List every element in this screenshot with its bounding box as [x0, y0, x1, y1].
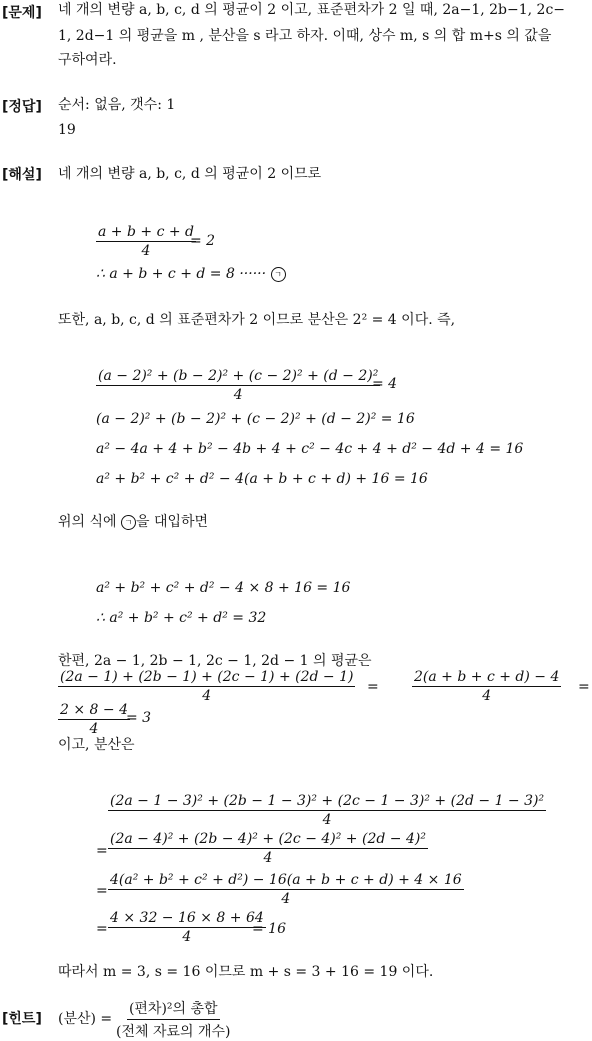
fraction-denominator: 4 — [322, 812, 332, 828]
explanation-conclusion: 따라서 m = 3, s = 16 이므로 m + s = 3 + 16 = 19 이다. — [58, 964, 434, 980]
fraction-numerator: a + b + c + d — [98, 224, 195, 240]
equation-new-mean-fraction — [58, 669, 355, 704]
equation-variance-step-3 — [108, 910, 266, 945]
fraction-numerator: (a − 2)² + (b − 2)² + (c − 2)² + (d − 2)² — [98, 368, 379, 384]
fraction-denominator: 4 — [141, 243, 151, 259]
problem-text-line-3: 구하여라. — [58, 52, 117, 68]
equation-squares-16: (a − 2)² + (b − 2)² + (c − 2)² + (d − 2)² = 16 — [96, 411, 415, 427]
fraction-denominator: 4 — [482, 688, 492, 704]
answer-label: [정답] — [2, 99, 42, 115]
answer-order-count: 순서: 없음, 갯수: 1 — [58, 97, 176, 113]
problem-text-line-1: 네 개의 변량 a, b, c, d 의 평균이 2 이고, 표준편차가 2 일 때, 2a−1, 2b−1, 2c− — [58, 2, 566, 18]
equation-sum-squares-32: ∴ a² + b² + c² + d² = 32 — [96, 610, 267, 626]
fraction-denominator: 4 — [202, 688, 212, 704]
equation-grouped: a² + b² + c² + d² − 4(a + b + c + d) + 16 = 16 — [96, 471, 428, 487]
fraction-numerator: 2(a + b + c + d) − 4 — [414, 669, 560, 685]
equation-variance-step-2 — [108, 872, 464, 907]
fraction-numerator: (2a − 1) + (2b − 1) + (2c − 1) + (2d − 1) — [60, 669, 354, 685]
hint-formula-fraction — [116, 998, 231, 1041]
equation-sum-8 — [96, 266, 286, 282]
fraction-numerator: (2a − 1 − 3)² + (2b − 1 − 3)² + (2c − 1 − 3)² + (2d − 1 − 3)² — [110, 793, 545, 809]
fraction-numerator: (2a − 4)² + (2b − 4)² + (2c − 4)² + (2d − 4)² — [110, 831, 426, 847]
explanation-label: [해설] — [2, 167, 42, 183]
fraction-denominator: 4 — [89, 721, 99, 737]
equation-mean-result: = 2 — [190, 233, 216, 249]
equals-sign: = — [367, 679, 379, 695]
explanation-variance-intro: 이고, 분산은 — [58, 737, 135, 753]
equation-new-mean-simplified — [412, 669, 561, 704]
equation-variance-16: = 16 — [252, 921, 286, 937]
equation-new-variance-fraction — [108, 793, 546, 828]
fraction-numerator: 4 × 32 − 16 × 8 + 64 — [110, 910, 264, 926]
problem-text-line-2: 1, 2d−1 의 평균을 m , 분산을 s 라고 하자. 이때, 상수 m, s 의 합 m+s 의 값을 — [58, 28, 552, 44]
equation-mean-3: = 3 — [126, 710, 152, 726]
equation-new-mean-value — [58, 702, 130, 737]
explanation-variance-line: 또한, a, b, c, d 의 표준편차가 2 이므로 분산은 2² = 4 이다. 즉, — [58, 312, 456, 328]
fraction-numerator: 2 × 8 − 4 — [60, 702, 128, 718]
equals-sign: = — [96, 921, 108, 937]
fraction-denominator: 4 — [263, 850, 273, 866]
circled-label: ㄱ — [271, 267, 286, 282]
equals-sign: = — [96, 843, 108, 859]
substitute-suffix: 을 대입하면 — [136, 514, 209, 530]
problem-label: [문제] — [2, 5, 42, 21]
fraction-numerator: 4(a² + b² + c² + d²) − 16(a + b + c + d) + 4 × 16 — [110, 872, 462, 888]
answer-value: 19 — [58, 122, 76, 138]
explanation-new-mean-line: 한편, 2a − 1, 2b − 1, 2c − 1, 2d − 1 의 평균은 — [58, 653, 372, 669]
circled-label: ㄱ — [121, 515, 136, 530]
equals-sign: = — [96, 883, 108, 899]
equation-expanded: a² − 4a + 4 + b² − 4b + 4 + c² − 4c + 4 + d² − 4d + 4 = 16 — [96, 441, 524, 457]
equation-substituted: a² + b² + c² + d² − 4 × 8 + 16 = 16 — [96, 580, 351, 596]
substitute-prefix: 위의 식에 — [58, 514, 121, 530]
equation-variance-result: = 4 — [372, 376, 398, 392]
equals-sign: = — [578, 679, 590, 695]
fraction-denominator: 4 — [281, 891, 291, 907]
hint-variance-lhs: (분산) = — [58, 1011, 113, 1027]
fraction-numerator: (편차)²의 총합 — [127, 998, 220, 1020]
fraction-denominator: 4 — [233, 387, 243, 403]
equation-sum-text: ∴ a + b + c + d = 8 ······ — [96, 266, 267, 282]
hint-label: [힌트] — [2, 1011, 42, 1027]
fraction-denominator: 4 — [182, 929, 192, 945]
explanation-substitute-line — [58, 512, 208, 532]
equation-mean-fraction — [96, 224, 196, 259]
equation-variance-fraction — [96, 368, 380, 403]
equation-variance-step-1 — [108, 831, 428, 866]
explanation-intro: 네 개의 변량 a, b, c, d 의 평균이 2 이므로 — [58, 166, 322, 182]
fraction-denominator: (전체 자료의 개수) — [116, 1024, 231, 1040]
